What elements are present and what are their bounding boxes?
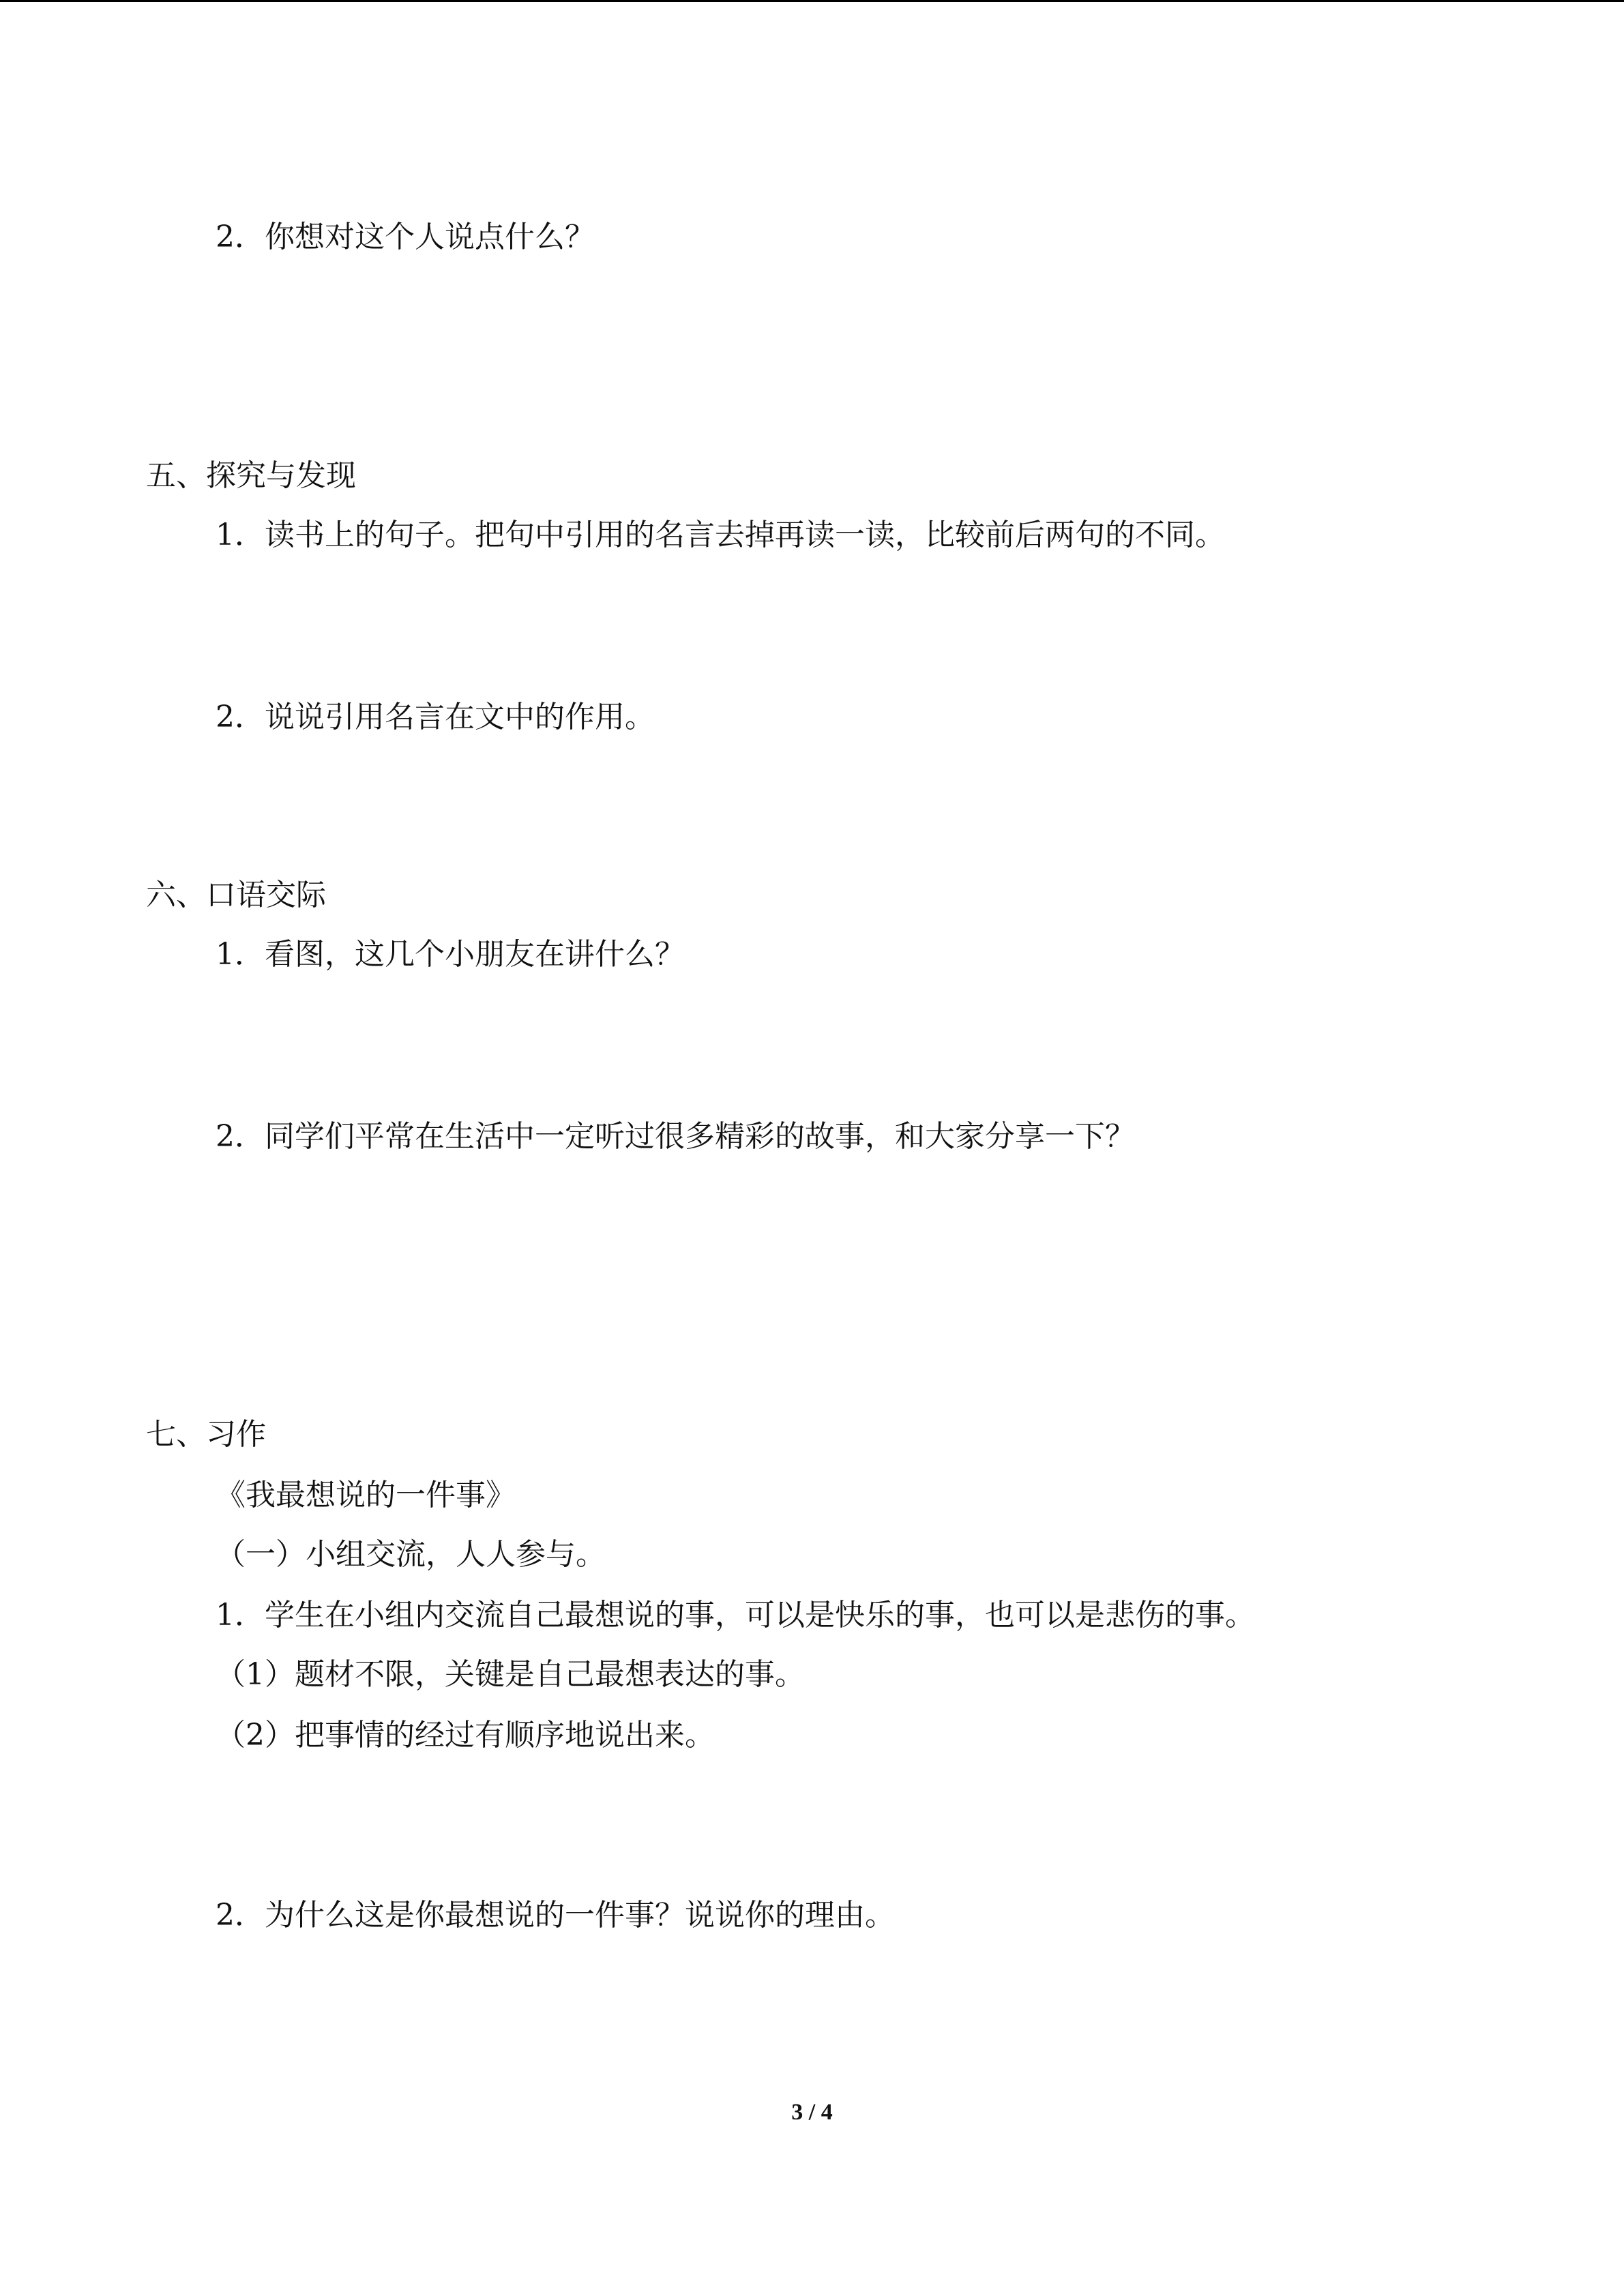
question-4-item-2: 2．你想对这个人说点什么？ [216,220,595,254]
section-5-heading: 五、探究与发现 [146,458,356,493]
section-7-heading: 七、习作 [146,1417,266,1452]
section-5-item-2: 2．说说引用名言在文中的作用。 [216,700,655,734]
section-6-item-2: 2．同学们平常在生活中一定听过很多精彩的故事，和大家分享一下？ [216,1119,1135,1154]
section-6-heading: 六、口语交际 [146,878,326,912]
section-7-item-1: 1．学生在小组内交流自己最想说的事，可以是快乐的事，也可以是悲伤的事。 [216,1598,1255,1632]
section-5-item-1: 1．读书上的句子。把句中引用的名言去掉再读一读，比较前后两句的不同。 [216,518,1225,552]
section-7-subitem-1: （1）题材不限，关键是自己最想表达的事。 [216,1657,805,1692]
section-7-essay-title: 《我最想说的一件事》 [216,1478,516,1512]
section-6-item-1: 1．看图，这几个小朋友在讲什么？ [216,937,685,972]
section-7-subitem-2: （2）把事情的经过有顺序地说出来。 [216,1718,715,1753]
page-number: 3 / 4 [791,2100,833,2125]
page-top-border [0,0,1624,2]
section-7-part-1: （一）小组交流，人人参与。 [216,1537,606,1572]
section-7-item-2: 2．为什么这是你最想说的一件事？说说你的理由。 [216,1898,895,1933]
